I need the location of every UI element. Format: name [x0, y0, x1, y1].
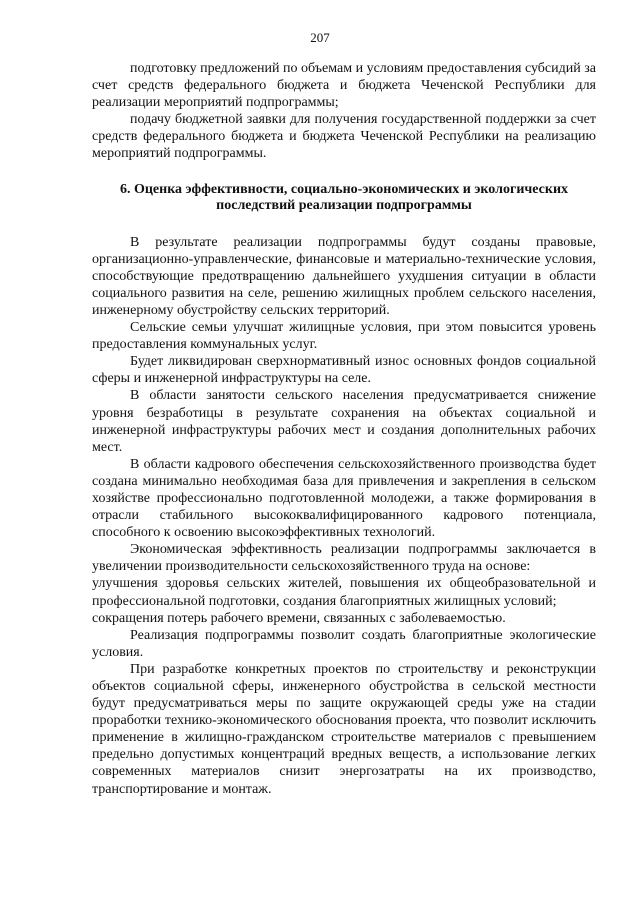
paragraph-personnel: В области кадрового обеспечения сельскохозяйственного производства будет создана минимально необходимая база для привлечения и закрепления в сельском хозяйстве профессионально подготовленной молодежи, а также формирования в отрасли стабильного высококвалифицированного кадрового потенциала, способного к освоению высокоэффективных технологий. — [92, 456, 596, 541]
paragraph-results: В результате реализации подпрограммы будут созданы правовые, организационно-управленческие, финансовые и материально-технические условия, способствующие предотвращению дальнейшего ухудшения ситуации в области социального развития на селе, решению жилищных проблем сельского населения, инженерному обустройству сельских территорий. — [92, 234, 596, 318]
list-item-health: улучшения здоровья сельских жителей, повышения их общеобразовательной и профессиональной подготовки, создания благоприятных жилищных условий; — [92, 576, 596, 609]
paragraph-environment-protection: При разработке конкретных проектов по строительству и реконструкции объектов социальной сферы, инженерного обустройства в сельской местности будут предусматриваться меры по защите окружающей среды уже на стадии проработки технико-экономического обоснования проекта, что позволит исключить применение в жилищно-гражданском строительстве материалов с превышением предельно допустимых концентраций вредных веществ, а использование легких современных материалов снизит энергозатраты на их производство, транспортирование и монтаж. — [92, 661, 596, 797]
section-heading: 6. Оценка эффективности, социально-экономических и экологических последствий реализации подпрограммы — [119, 181, 569, 213]
paragraph-ecology: Реализация подпрограммы позволит создать благоприятные экологические условия. — [92, 627, 596, 660]
list-item-work-time: сокращения потерь рабочего времени, связанных с заболеваемостью. — [92, 610, 506, 626]
page-number: 207 — [310, 30, 330, 45]
paragraph-economic-efficiency: Экономическая эффективность реализации подпрограммы заключается в увеличении производительности сельскохозяйственного труда на основе: — [92, 542, 596, 575]
paragraph-wear: Будет ликвидирован сверхнормативный износ основных фондов социальной сферы и инженерной инфраструктуры на селе. — [92, 354, 596, 387]
paragraph-housing: Сельские семьи улучшат жилищные условия, при этом повысится уровень предоставления коммунальных услуг. — [92, 320, 596, 353]
paragraph-budget-request: подачу бюджетной заявки для получения государственной поддержки за счет средств федерального бюджета и бюджета Чеченской Республики на реализацию мероприятий подпрограммы. — [92, 112, 596, 162]
page-body — [92, 60, 596, 798]
paragraph-employment: В области занятости сельского населения предусматривается снижение уровня безработицы в результате сохранения на объектах социальной и инженерной инфраструктуры рабочих мест и создания дополнительных рабочих мест. — [92, 388, 596, 455]
paragraph-proposals: подготовку предложений по объемам и условиям предоставления субсидий за счет средств федерального бюджета и бюджета Чеченской Республики для реализации мероприятий подпрограммы; — [92, 61, 596, 111]
